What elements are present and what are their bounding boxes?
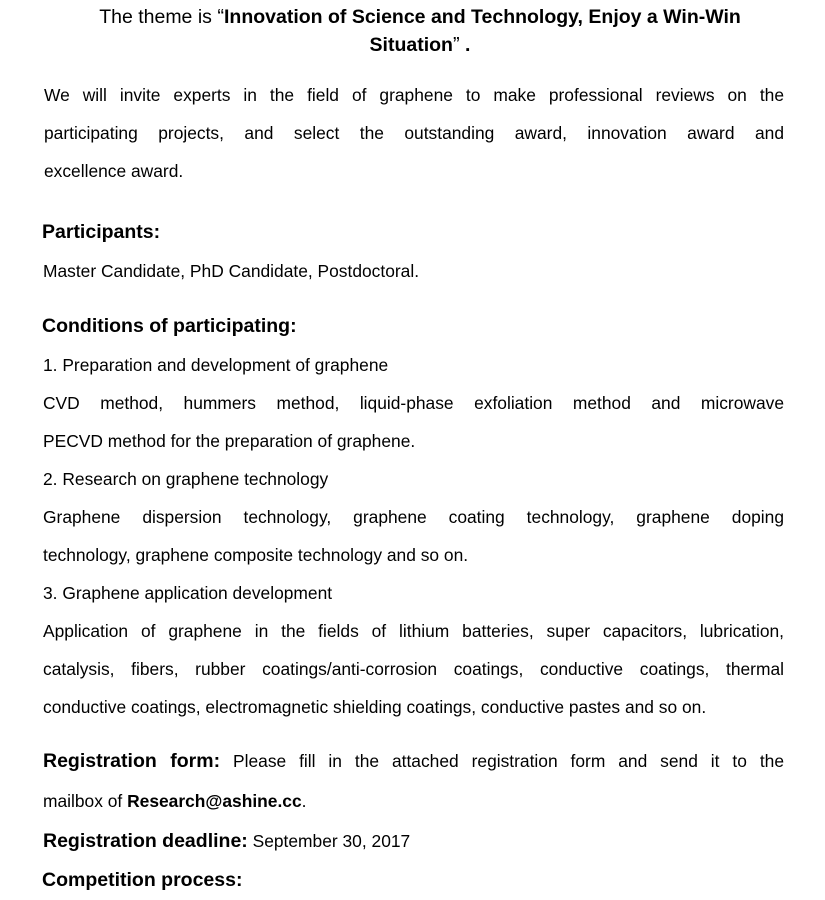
condition-3-line-2: catalysis, fibers, rubber coatings/anti-corrosion coatings, conductive coatings, thermal xyxy=(43,659,784,679)
intro-line-1: We will invite experts in the field of graphene to make professional reviews on the xyxy=(44,85,784,105)
registration-deadline-value: September 30, 2017 xyxy=(247,831,411,851)
conditions-heading: Conditions of participating: xyxy=(42,315,297,337)
registration-form-line-1 xyxy=(43,742,784,780)
registration-email-link[interactable]: Research@ashine.cc xyxy=(127,791,302,811)
condition-3-title: 3. Graphene application development xyxy=(43,583,333,603)
condition-1-title: 1. Preparation and development of graphene xyxy=(43,355,389,375)
condition-1-line-1: CVD method, hummers method, liquid-phase exfoliation method and microwave xyxy=(43,393,784,413)
mailbox-suffix: . xyxy=(301,791,307,811)
condition-2-title: 2. Research on graphene technology xyxy=(43,469,329,489)
intro-line-2: participating projects, and select the outstanding award, innovation award and xyxy=(44,123,784,143)
participants-heading: Participants: xyxy=(42,221,161,243)
registration-form-line-2 xyxy=(43,782,784,820)
close-quote: ” xyxy=(452,34,460,56)
theme-lead: The theme is xyxy=(99,6,218,28)
registration-deadline-label: Registration deadline: xyxy=(43,830,248,852)
condition-3-line-1: Application of graphene in the fields of lithium batteries, super capacitors, lubrication, xyxy=(43,621,784,641)
registration-deadline-line xyxy=(43,822,784,860)
theme-title xyxy=(60,3,780,59)
registration-form-label: Registration form: xyxy=(43,750,221,772)
theme-end: . xyxy=(459,34,471,56)
theme-name: Innovation of Science and Technology, Enjoy a Win-Win Situation xyxy=(224,6,741,56)
mailbox-prefix: mailbox of xyxy=(43,791,128,811)
participants-text: Master Candidate, PhD Candidate, Postdoctoral. xyxy=(43,261,420,281)
intro-line-3: excellence award. xyxy=(44,161,184,181)
open-quote: “ xyxy=(217,6,224,28)
condition-2-line-2: technology, graphene composite technology and so on. xyxy=(43,545,469,565)
condition-2-line-1: Graphene dispersion technology, graphene coating technology, graphene doping xyxy=(43,507,784,527)
competition-process-heading: Competition process: xyxy=(42,869,243,891)
condition-1-line-2: PECVD method for the preparation of graphene. xyxy=(43,431,416,451)
registration-form-text: Please fill in the attached registration form and send it to the xyxy=(220,751,784,771)
condition-3-line-3: conductive coatings, electromagnetic shielding coatings, conductive pastes and so on. xyxy=(43,697,707,717)
